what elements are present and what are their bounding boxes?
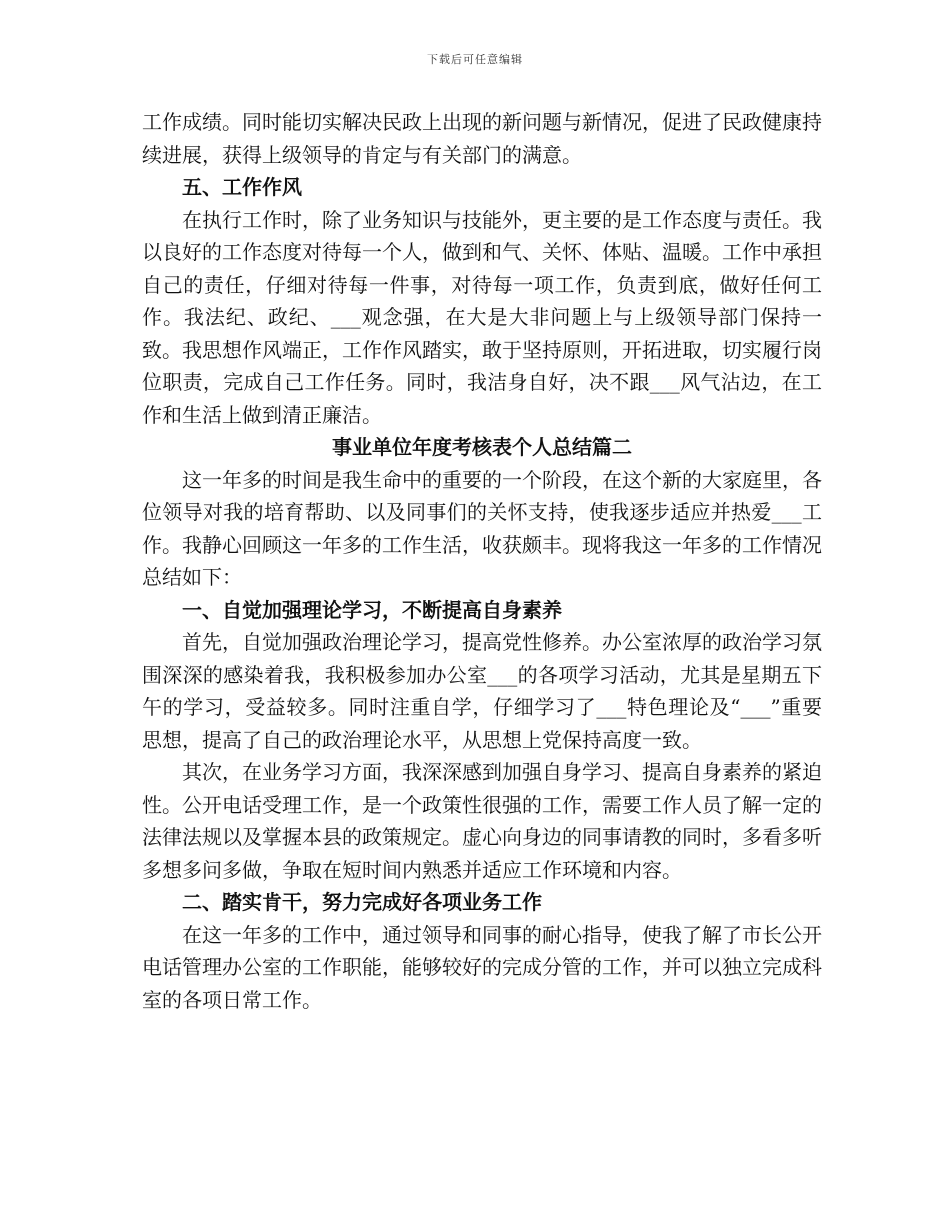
- paragraph-continuation: 工作成绩。同时能切实解决民政上出现的新问题与新情况，促进了民政健康持续进展，获得上级领导的肯定与有关部门的满意。: [142, 110, 822, 167]
- document-title-part-two: 事业单位年度考核表个人总结篇二: [332, 435, 632, 459]
- paragraph-business-study: 其次，在业务学习方面，我深深感到加强自身学习、提高自身素养的紧迫性。公开电话受理工作，是一个政策性很强的工作，需要工作人员了解一定的法律法规以及掌握本县的政策规定。虚心向身边的同事请教的同时，多看多听多想多问多做，争取在短时间内熟悉并适应工作环境和内容。: [142, 760, 822, 882]
- paragraph-political-study: 首先，自觉加强政治理论学习，提高党性修养。办公室浓厚的政治学习氛围深深的感染着我，我积极参加办公室___的各项学习活动，尤其是星期五下午的学习，受益较多。同时注重自学，仔细学习了___特色理论及“___”重要思想，提高了自己的政治理论水平，从思想上党保持高度一致。: [142, 630, 822, 752]
- section-heading-business-work: 二、踏实肯干，努力完成好各项业务工作: [182, 890, 542, 914]
- paragraph-business-work: 在这一年多的工作中，通过领导和同事的耐心指导，使我了解了市长公开电话管理办公室的工作职能，能够较好的完成分管的工作，并可以独立完成科室的各项日常工作。: [142, 922, 822, 1012]
- section-heading-theory-study: 一、自觉加强理论学习，不断提高自身素养: [182, 597, 562, 622]
- document-body: [142, 106, 822, 1016]
- paragraph-work-style: 在执行工作时，除了业务知识与技能外，更主要的是工作态度与责任。我以良好的工作态度对待每一个人，做到和气、关怀、体贴、温暖。工作中承担自己的责任，仔细对待每一件事，对待每一项工作，负责到底，做好任何工作。我法纪、政纪、___观念强，在大是大非问题上与上级领导部门保持一致。我思想作风端正，工作作风踏实，敢于坚持原则，开拓进取，切实履行岗位职责，完成自己工作任务。同时，我洁身自好，决不跟___风气沾边，在工作和生活上做到清正廉洁。: [142, 207, 822, 427]
- paragraph-intro: 这一年多的时间是我生命中的重要的一个阶段，在这个新的大家庭里，各位领导对我的培育帮助、以及同事们的关怀支持，使我逐步适应并热爱___工作。我静心回顾这一年多的工作生活，收获颇丰。现将我这一年多的工作情况总结如下：: [142, 467, 822, 589]
- page-header: 下载后可任意编辑: [427, 53, 523, 66]
- section-heading-work-style: 五、工作作风: [182, 175, 302, 199]
